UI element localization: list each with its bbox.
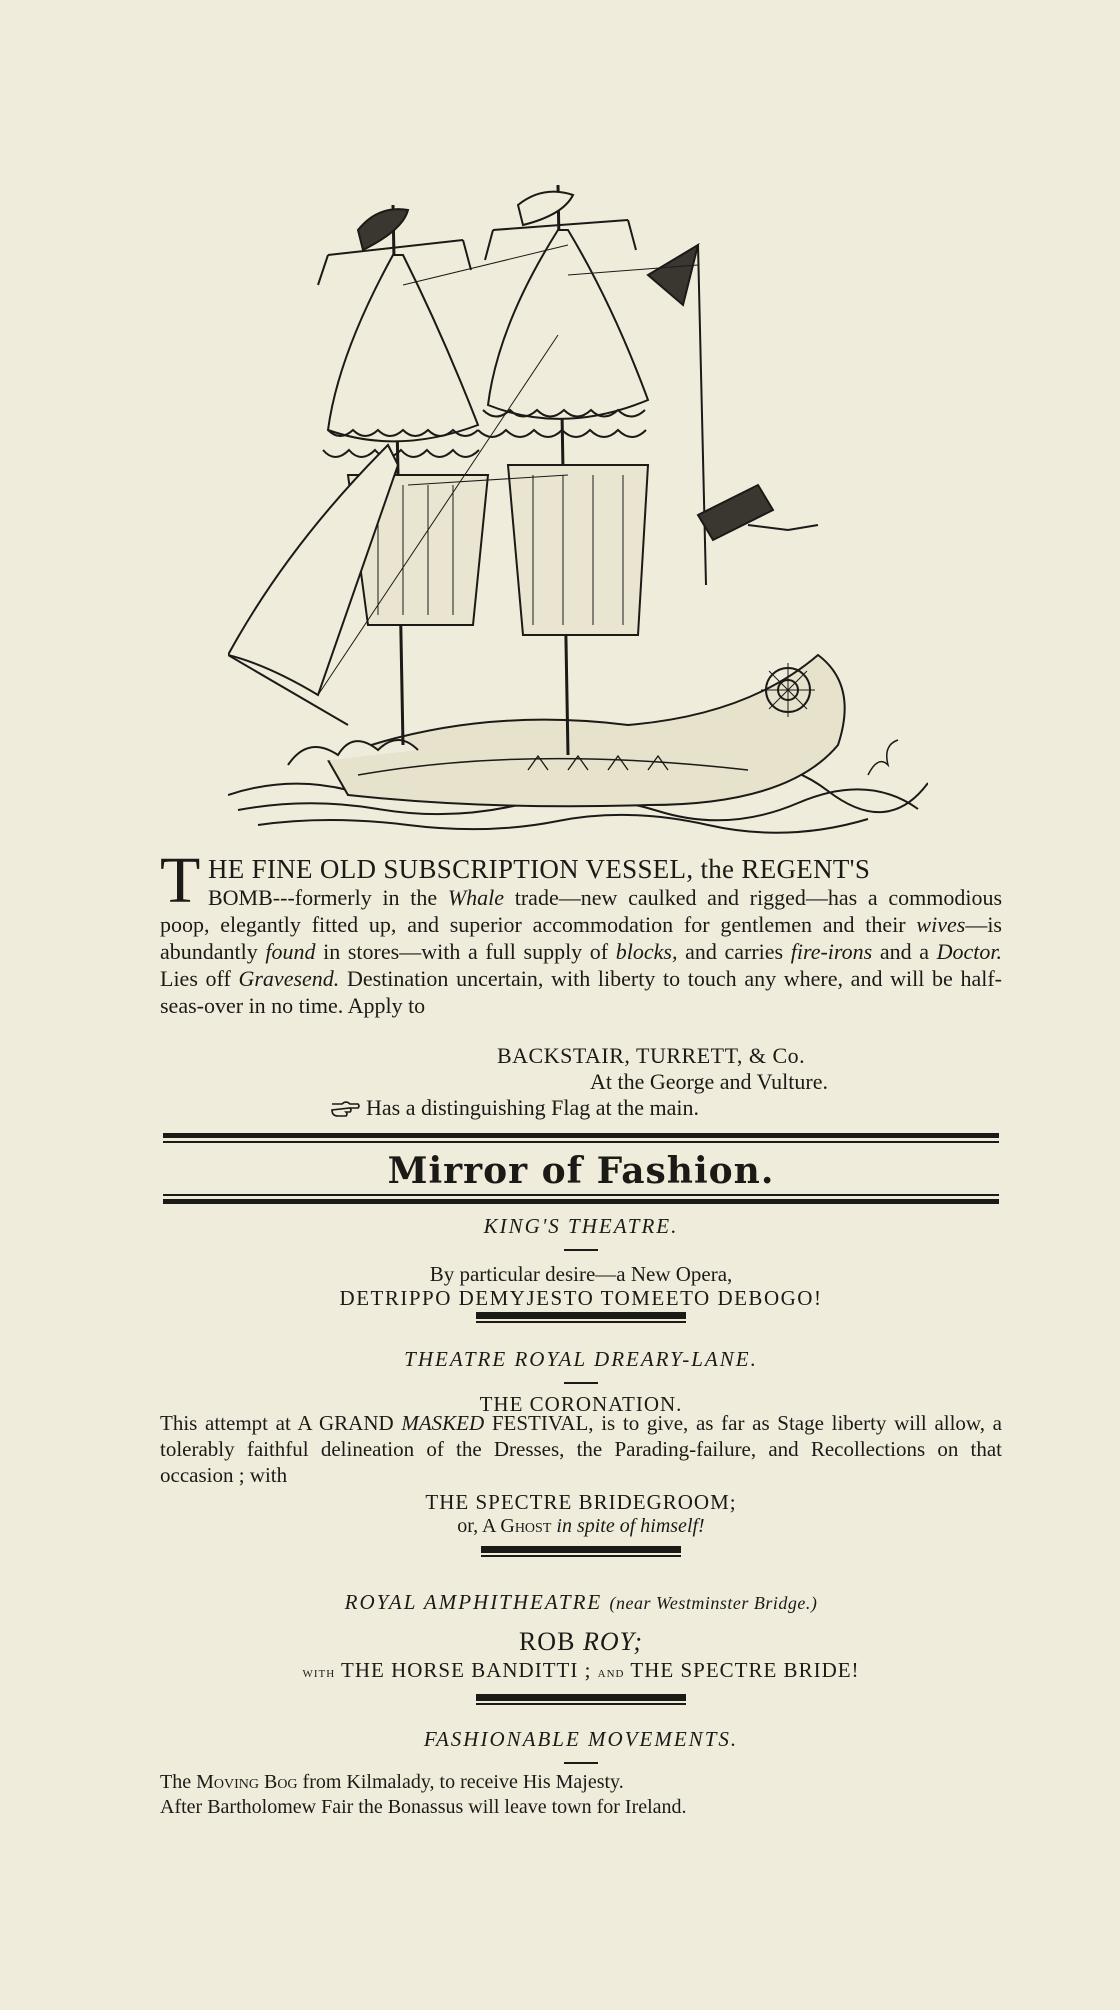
line-text: from Kilmalady, to receive His Majesty.: [297, 1771, 624, 1793]
body-text: This attempt at A GRAND: [160, 1411, 402, 1435]
ad-body-run: Lies off: [160, 966, 239, 991]
subtitle-small-caps: Ghost: [500, 1515, 552, 1537]
line-small-caps: Moving Bog: [196, 1771, 298, 1793]
short-divider: [564, 1762, 598, 1764]
section-bar: [481, 1546, 681, 1553]
kings-theatre-line1: By particular desire—a New Opera,: [429, 1262, 733, 1286]
section-bar: [476, 1694, 686, 1701]
bill-small-caps: and: [597, 1665, 625, 1681]
ad-body-run: in stores—with a full supply of: [315, 939, 616, 964]
ship-engraving: [228, 185, 928, 835]
ad-body-italic-run: fire-irons: [790, 939, 873, 964]
ad-address-line1: BACKSTAIR, TURRETT, & Co.: [497, 1043, 806, 1068]
bill-text: THE SPECTRE BRIDE!: [624, 1658, 860, 1682]
drury-lane-afterpiece: [160, 1490, 1002, 1553]
movements-heading: FASHIONABLE MOVEMENTS.: [423, 1727, 739, 1751]
movements-section: [160, 1727, 1002, 1764]
ad-headline: HE FINE OLD SUBSCRIPTION VESSEL, the REGENT'S: [208, 854, 871, 884]
kings-theatre-section: [160, 1214, 1002, 1319]
masthead-top-rule: [163, 1133, 999, 1143]
ad-body-run: and carries: [677, 939, 791, 964]
title-text: ROB: [518, 1627, 583, 1656]
ad-body-run: Destination uncertain, with liberty to touch any where, and will be half-seas-over in no time. Apply to: [160, 966, 1002, 1018]
afterpiece-subtitle: [160, 1515, 1002, 1538]
movements-line1: [160, 1770, 1002, 1795]
ad-body-run: and a: [872, 939, 937, 964]
flag-note-text: Has a distinguishing Flag at the main.: [366, 1095, 700, 1120]
masthead-bottom-rule: [163, 1194, 999, 1204]
amphitheatre-bill: [160, 1657, 1002, 1686]
ad-body-italic-run: Whale: [447, 885, 505, 910]
ad-body-italic-run: found: [265, 939, 316, 964]
movements-line2: After Bartholomew Fair the Bonassus will leave town for Ireland.: [160, 1796, 687, 1818]
amphitheatre-heading-text: ROYAL AMPHITHEATRE: [344, 1590, 603, 1614]
kings-theatre-heading: KING'S THEATRE.: [483, 1214, 679, 1238]
drury-lane-body: [160, 1410, 1002, 1488]
ad-body-italic-run: blocks,: [615, 939, 678, 964]
drop-cap: T: [160, 844, 201, 917]
amphitheatre-title: [160, 1627, 1002, 1657]
ad-body: [160, 884, 1002, 1019]
ad-flag-note: [330, 1094, 699, 1121]
ad-body-run: trade—new caulked and rigged—has a commodious poop, elegantly fitted up, and superior accommodation for gentlemen and their: [160, 885, 1003, 937]
pointing-hand-icon: [330, 1099, 360, 1117]
subtitle-text: or, A: [457, 1515, 501, 1537]
bill-small-caps: with: [302, 1665, 336, 1681]
ad-body-italic-run: Gravesend.: [238, 966, 340, 991]
line-text: The: [160, 1771, 197, 1793]
drury-lane-title: THE CORONATION.: [479, 1392, 683, 1416]
short-divider: [564, 1249, 598, 1251]
masthead-title: Mirror of Fashion.: [387, 1150, 775, 1192]
amphitheatre-section: [160, 1590, 1002, 1701]
bill-text: THE HORSE BANDITTI ;: [335, 1658, 598, 1682]
ad-body-run: BOMB---formerly in the: [208, 885, 448, 910]
short-divider: [564, 1382, 598, 1384]
drury-lane-heading: THEATRE ROYAL DREARY-LANE.: [404, 1347, 758, 1371]
drury-lane-section: [160, 1347, 1002, 1417]
ad-body-italic-run: Doctor.: [936, 939, 1002, 964]
section-bar: [476, 1312, 686, 1319]
amphitheatre-heading-note: (near Westminster Bridge.): [609, 1593, 818, 1613]
subtitle-italic: in spite of himself!: [551, 1515, 705, 1537]
body-text: FESTIVAL, is to give, as far as Stage liberty will allow, a tolerably faithful delineation of the Dresses, the Parading-failure, and Recollections on that occasion ; with: [160, 1411, 1002, 1487]
movements-body: [160, 1770, 1002, 1820]
ad-body-run: —is abundantly: [160, 912, 1002, 964]
amphitheatre-heading: [160, 1590, 1002, 1615]
afterpiece-title: THE SPECTRE BRIDEGROOM;: [425, 1490, 737, 1514]
ad-address-line2: At the George and Vulture.: [590, 1069, 828, 1094]
body-italic: MASKED: [401, 1411, 485, 1435]
vessel-advertisement: [160, 844, 1003, 1120]
ad-body-italic-run: wives: [916, 912, 966, 937]
kings-theatre-opera-title: DETRIPPO DEMYJESTO TOMEETO DEBOGO!: [339, 1286, 823, 1310]
title-italic: ROY;: [582, 1627, 644, 1656]
